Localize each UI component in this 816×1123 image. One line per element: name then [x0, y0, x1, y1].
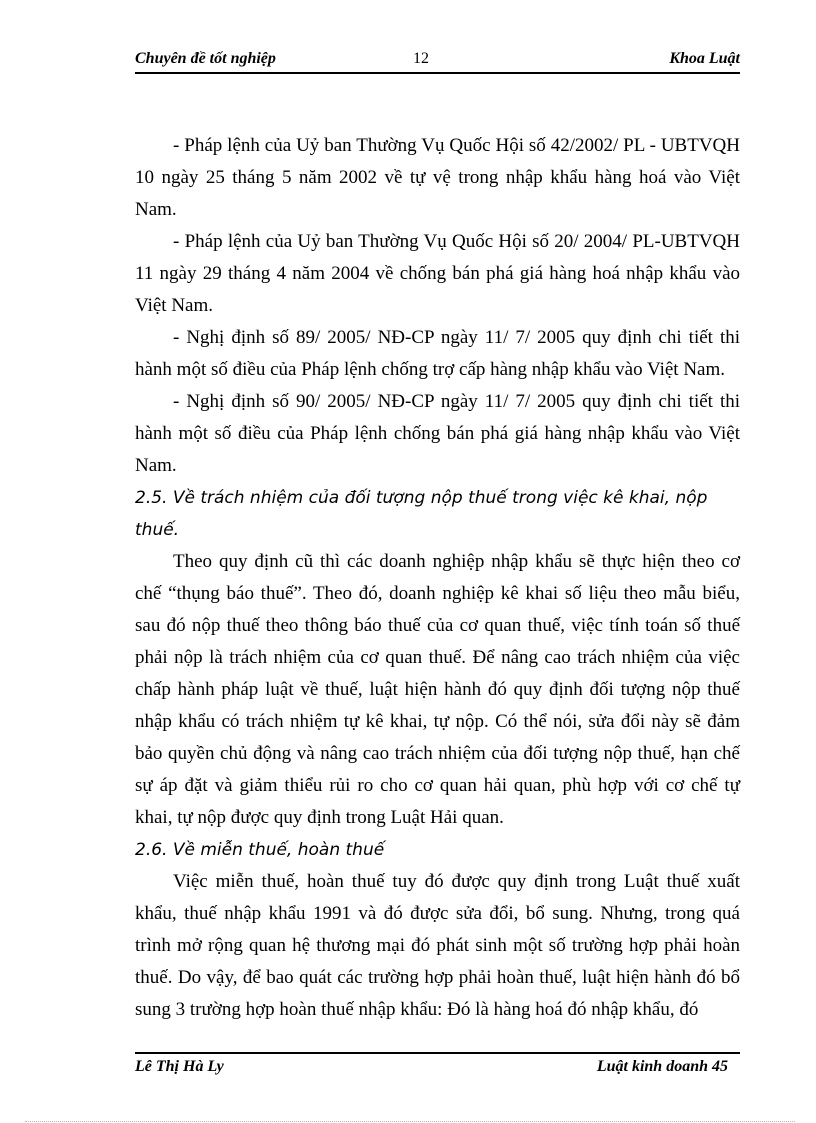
paragraph-decree-90: - Nghị định số 90/ 2005/ NĐ-CP ngày 11/ 7/ 2005 quy định chi tiết thi hành một số điều của Pháp lệnh chống bán phá giá hàng nhập khẩu vào Việt Nam.: [135, 391, 740, 476]
paragraph-tax-exemption: Việc miễn thuế, hoàn thuế tuy đó được quy định trong Luật thuế xuất khẩu, thuế nhập khẩu 1991 và đó được sửa đổi, bổ sung. Nhưng, trong quá trình mở rộng quan hệ thương mại đó phát sinh một số trường hợp phải hoàn thuế. Do vậy, để bao quát các trường hợp phải hoàn thuế, luật hiện hành đó bổ sung 3 trường hợp hoàn thuế nhập khẩu: Đó là hàng hoá đó nhập khẩu, đó: [135, 871, 740, 1020]
page-body: [135, 130, 740, 1026]
page-header: [135, 48, 740, 74]
section-heading-2-6: 2.6. Về miễn thuế, hoàn thuế: [135, 840, 385, 860]
paragraph-ordinance-42: - Pháp lệnh của Uỷ ban Thường Vụ Quốc Hội số 42/2002/ PL - UBTVQH 10 ngày 25 tháng 5 năm 2002 về tự vệ trong nhập khẩu hàng hoá vào Việt Nam.: [135, 135, 740, 220]
page-bottom-divider: [25, 1121, 795, 1122]
footer-author: Lê Thị Hà Ly: [135, 1058, 224, 1075]
page-number: 12: [413, 50, 429, 67]
page-footer: [135, 1052, 740, 1082]
paragraph-decree-89: - Nghị định số 89/ 2005/ NĐ-CP ngày 11/ 7/ 2005 quy định chi tiết thi hành một số điều của Pháp lệnh chống trợ cấp hàng nhập khẩu vào Việt Nam.: [135, 327, 740, 380]
paragraph-tax-responsibility: Theo quy định cũ thì các doanh nghiệp nhập khẩu sẽ thực hiện theo cơ chế “thụng báo thuế”. Theo đó, doanh nghiệp kê khai số liệu theo mẫu biểu, sau đó nộp thuế theo thông báo thuế của cơ quan thuế, việc tính toán số thuế phải nộp là trách nhiệm của cơ quan thuế. Để nâng cao trách nhiệm của việc chấp hành pháp luật về thuế, luật hiện hành đó quy định đối tượng nộp thuế nhập khẩu có trách nhiệm tự kê khai, tự nộp. Có thể nói, sửa đổi này sẽ đảm bảo quyền chủ động và nâng cao trách nhiệm của đối tượng nộp thuế, hạn chế sự áp đặt và giảm thiểu rủi ro cho cơ quan hải quan, phù hợp với cơ chế tự khai, tự nộp được quy định trong Luật Hải quan.: [135, 551, 740, 828]
footer-course: Luật kinh doanh 45: [596, 1058, 728, 1075]
section-heading-2-5: 2.5. Về trách nhiệm của đối tượng nộp thuế trong việc kê khai, nộp thuế.: [135, 488, 708, 540]
paragraph-ordinance-20: - Pháp lệnh của Uỷ ban Thường Vụ Quốc Hội số 20/ 2004/ PL-UBTVQH 11 ngày 29 tháng 4 năm 2004 về chống bán phá giá hàng hoá nhập khẩu vào Việt Nam.: [135, 231, 740, 316]
header-faculty: Khoa Luật: [669, 50, 740, 67]
header-document-title: Chuyên đề tốt nghiệp: [135, 50, 276, 67]
